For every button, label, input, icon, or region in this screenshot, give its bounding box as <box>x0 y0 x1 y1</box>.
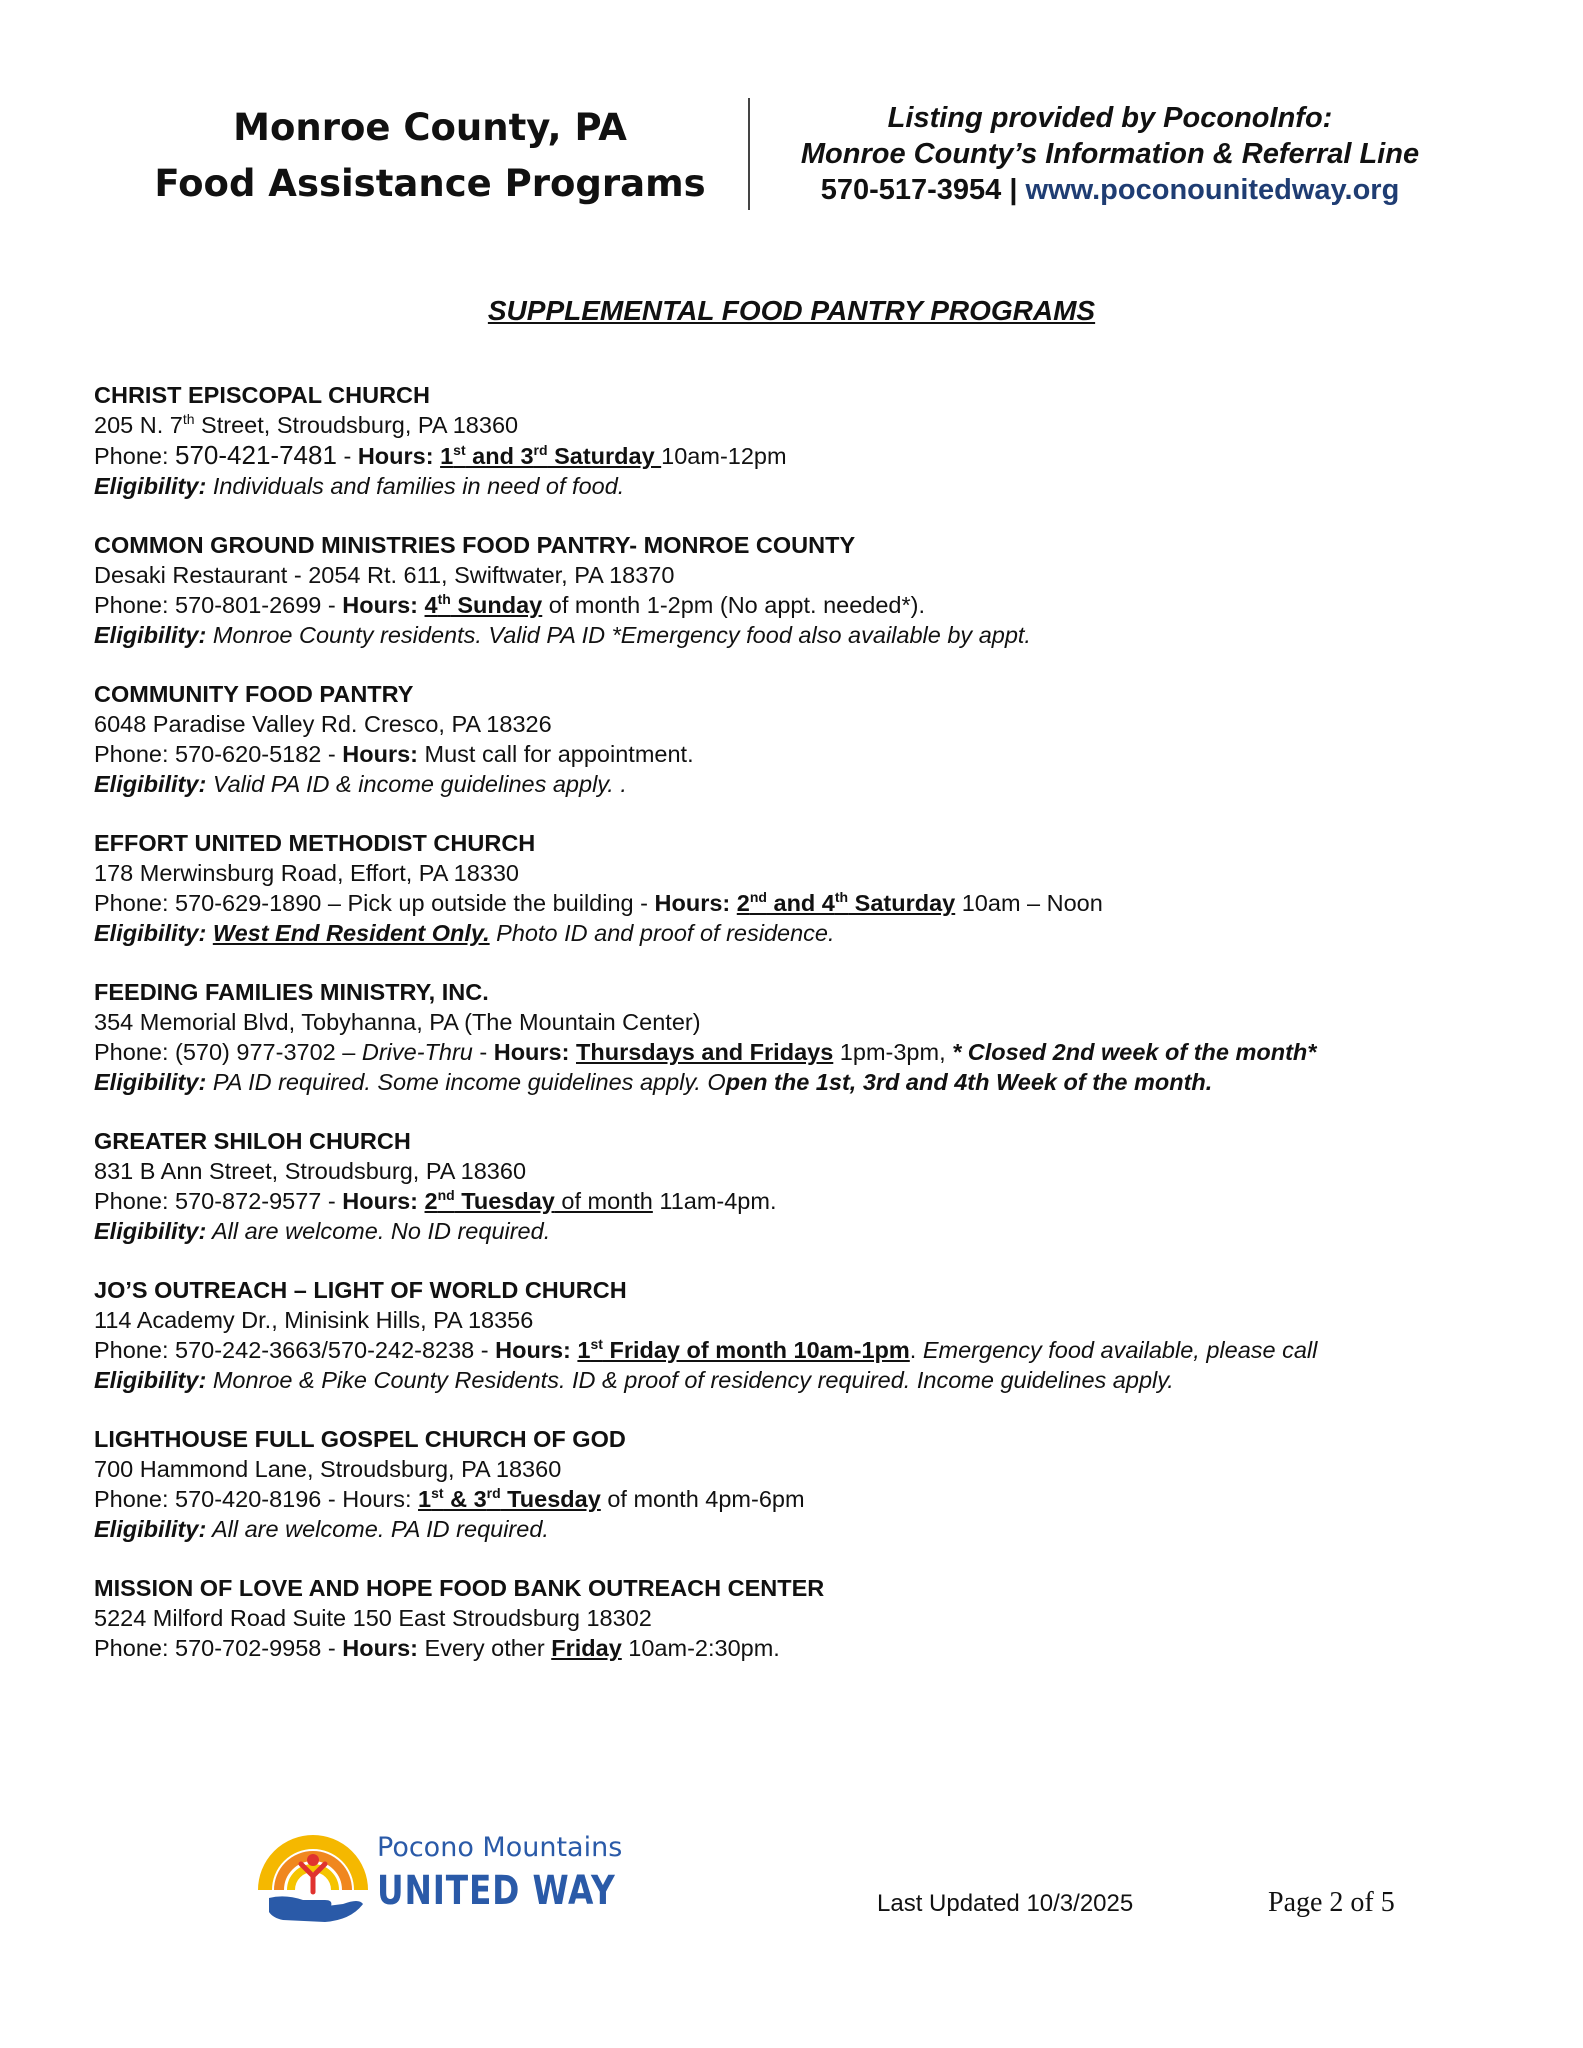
phone-number: (570) 977-3702 <box>175 1039 336 1065</box>
hours-label: Hours: <box>342 741 418 767</box>
provider-contact <box>760 172 1460 208</box>
pantry-name: EFFORT UNITED METHODIST CHURCH <box>94 830 536 856</box>
pantry-name: MISSION OF LOVE AND HOPE FOOD BANK OUTREACH CENTER <box>94 1575 825 1601</box>
hours-label: Hours: <box>654 890 731 916</box>
document-title <box>120 100 740 212</box>
pantry-name: COMMON GROUND MINISTRIES FOOD PANTRY- MONROE COUNTY <box>94 532 856 558</box>
phone-number: 570-629-1890 <box>175 890 322 916</box>
pantry-name: LIGHTHOUSE FULL GOSPEL CHURCH OF GOD <box>94 1426 626 1452</box>
hours-label: Hours: <box>493 1039 570 1065</box>
hours-label: Hours: <box>342 1635 418 1661</box>
pantry-address: 354 Memorial Blvd, Tobyhanna, PA (The Mountain Center) <box>94 1009 701 1035</box>
header-divider <box>748 98 750 210</box>
phone-number: 570-872-9577 <box>175 1188 322 1214</box>
pantry-phone-hours: Phone: 570-872-9577 - Hours: 2nd Tuesday of month 11am-4pm. <box>94 1187 777 1214</box>
pantry-phone-hours: Phone: 570-620-5182 - Hours: Must call for appointment. <box>94 741 694 767</box>
phone-number: 570-242-3663/570-242-8238 <box>175 1337 475 1363</box>
pantry-phone-hours: Phone: 570-801-2699 - Hours: 4th Sunday of month 1-2pm (No appt. needed*). <box>94 591 925 618</box>
pantry-eligibility: Eligibility: All are welcome. No ID required. <box>94 1218 551 1244</box>
pantry-name: GREATER SHILOH CHURCH <box>94 1128 411 1154</box>
section-title: SUPPLEMENTAL FOOD PANTRY PROGRAMS <box>487 295 1096 326</box>
pantry-entry <box>94 380 1494 501</box>
hours-label: Hours: <box>342 1188 418 1214</box>
eligibility-label: Eligibility: <box>94 1516 207 1542</box>
pantry-entry <box>94 1573 1494 1663</box>
pantry-eligibility: Eligibility: Monroe & Pike County Residents. ID & proof of residency required. Income guidelines apply. <box>94 1367 1174 1393</box>
provider-line-2: Monroe County’s Information & Referral Line <box>800 138 1420 170</box>
pantry-phone-hours: Phone: 570-242-3663/570-242-8238 - Hours: 1st Friday of month 10am-1pm. Emergency food available, please call <box>94 1336 1318 1363</box>
website-link[interactable]: www.poconounitedway.org <box>1025 174 1400 206</box>
pantry-entry <box>94 1275 1494 1395</box>
pantry-eligibility: Eligibility: West End Resident Only. Photo ID and proof of residence. <box>94 920 835 946</box>
phone-number: 570-702-9958 <box>175 1635 322 1661</box>
eligibility-label: Eligibility: <box>94 1069 207 1095</box>
pantry-phone-hours: Phone: 570-629-1890 – Pick up outside the building - Hours: 2nd and 4th Saturday 10am – Noon <box>94 889 1103 916</box>
pantry-name: COMMUNITY FOOD PANTRY <box>94 681 414 707</box>
pantry-listings <box>94 380 1494 1692</box>
pantry-address: 5224 Milford Road Suite 150 East Stroudsburg 18302 <box>94 1605 652 1631</box>
pantry-name: FEEDING FAMILIES MINISTRY, INC. <box>94 979 489 1005</box>
pantry-eligibility: Eligibility: All are welcome. PA ID required. <box>94 1516 549 1542</box>
logo-text-pocono: Pocono Mountains <box>377 1832 623 1863</box>
pantry-entry <box>94 679 1494 799</box>
hours-label: Hours: <box>342 1486 419 1512</box>
title-line-1: Monroe County, PA <box>233 106 627 149</box>
pantry-entry <box>94 1126 1494 1246</box>
page-number: Page 2 of 5 <box>1268 1887 1395 1918</box>
pantry-address: 114 Academy Dr., Minisink Hills, PA 18356 <box>94 1307 534 1333</box>
last-updated: Last Updated 10/3/2025 <box>877 1890 1134 1917</box>
pantry-phone-hours: Phone: 570-421-7481 - Hours: 1st and 3rd Saturday 10am-12pm <box>94 440 787 470</box>
pantry-address: 6048 Paradise Valley Rd. Cresco, PA 18326 <box>94 711 552 737</box>
pantry-eligibility: Eligibility: Monroe County residents. Valid PA ID *Emergency food also available by appt. <box>94 622 1031 648</box>
title-line-2: Food Assistance Programs <box>154 162 706 205</box>
pantry-entry <box>94 1424 1494 1544</box>
phone-number: 570-620-5182 <box>175 741 322 767</box>
hours-label: Hours: <box>342 592 418 618</box>
pantry-eligibility: Eligibility: PA ID required. Some income guidelines apply. Open the 1st, 3rd and 4th Week of the month. <box>94 1069 1213 1095</box>
pantry-phone-hours: Phone: 570-702-9958 - Hours: Every other Friday 10am-2:30pm. <box>94 1635 780 1661</box>
eligibility-label: Eligibility: <box>94 920 207 946</box>
pantry-eligibility: Eligibility: Individuals and families in need of food. <box>94 473 625 499</box>
united-way-logo <box>255 1820 655 1930</box>
pantry-address: Desaki Restaurant - 2054 Rt. 611, Swiftwater, PA 18370 <box>94 562 675 588</box>
pantry-address: 178 Merwinsburg Road, Effort, PA 18330 <box>94 860 519 886</box>
provider-block <box>760 100 1460 208</box>
hours-label: Hours: <box>495 1337 571 1363</box>
provider-phone: 570-517-3954 <box>820 174 1002 206</box>
eligibility-label: Eligibility: <box>94 473 207 499</box>
provider-line-1: Listing provided by PoconoInfo: <box>887 102 1333 134</box>
hours-label: Hours: <box>357 443 434 469</box>
logo-text-united-way: UNITED WAY <box>377 1868 616 1914</box>
provider-separator: | <box>1001 174 1026 206</box>
pantry-address: 205 N. 7th Street, Stroudsburg, PA 18360 <box>94 411 519 438</box>
pantry-eligibility: Eligibility: Valid PA ID & income guidelines apply. . <box>94 771 627 797</box>
pantry-entry <box>94 977 1494 1097</box>
eligibility-label: Eligibility: <box>94 1218 207 1244</box>
pantry-address: 831 B Ann Street, Stroudsburg, PA 18360 <box>94 1158 527 1184</box>
pantry-name: JO’S OUTREACH – LIGHT OF WORLD CHURCH <box>94 1277 627 1303</box>
eligibility-label: Eligibility: <box>94 622 207 648</box>
pantry-phone-hours: Phone: 570-420-8196 - Hours: 1st & 3rd Tuesday of month 4pm-6pm <box>94 1485 805 1512</box>
pantry-address: 700 Hammond Lane, Stroudsburg, PA 18360 <box>94 1456 562 1482</box>
phone-number: 570-421-7481 <box>175 440 337 470</box>
pantry-entry <box>94 828 1494 948</box>
eligibility-label: Eligibility: <box>94 1367 207 1393</box>
eligibility-label: Eligibility: <box>94 771 207 797</box>
phone-number: 570-801-2699 <box>175 592 322 618</box>
united-way-hand-icon <box>255 1820 370 1930</box>
pantry-phone-hours: Phone: (570) 977-3702 – Drive-Thru - Hours: Thursdays and Fridays 1pm-3pm, * Closed 2nd week of the month* <box>94 1039 1317 1065</box>
pantry-entry <box>94 530 1494 650</box>
phone-number: 570-420-8196 <box>175 1486 322 1512</box>
pantry-name: CHRIST EPISCOPAL CHURCH <box>94 382 430 408</box>
